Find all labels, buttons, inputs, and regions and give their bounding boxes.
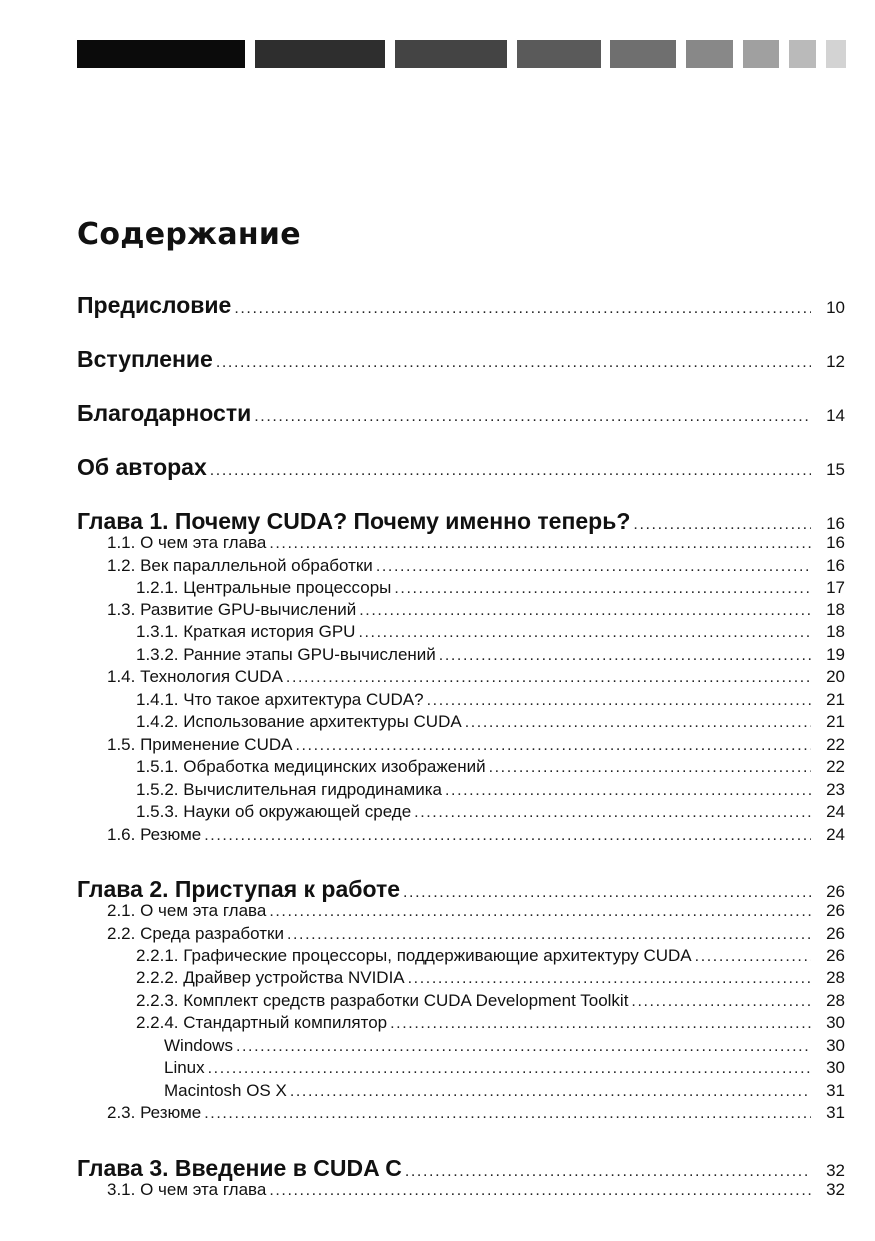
dot-leader xyxy=(445,783,811,799)
toc-entry-label: Linux xyxy=(164,1058,205,1077)
dot-leader xyxy=(465,715,811,731)
toc-entry-label: 1.1. О чем эта глава xyxy=(107,533,267,552)
toc-entry[interactable] xyxy=(0,946,875,966)
toc-entry-label: 1.5. Применение CUDA xyxy=(107,735,293,754)
dot-leader xyxy=(286,670,811,686)
dot-leader xyxy=(359,603,811,619)
toc-page-number: 17 xyxy=(826,578,845,597)
toc-entry-label: 1.2. Век параллельной обработки xyxy=(107,556,373,575)
toc-entry-label: 2.2. Среда разработки xyxy=(107,924,284,943)
toc-entry-label: Предисловие xyxy=(77,292,232,318)
toc-entry[interactable] xyxy=(0,1180,875,1200)
toc-entry[interactable] xyxy=(0,901,875,921)
toc-entry[interactable] xyxy=(0,600,875,620)
dot-leader xyxy=(403,885,811,901)
toc-entry-label: 3.1. О чем эта глава xyxy=(107,1180,267,1199)
toc-page-number: 16 xyxy=(826,533,845,552)
toc-page-number: 14 xyxy=(826,406,845,425)
dot-leader xyxy=(216,355,811,371)
dot-leader xyxy=(287,927,811,943)
header-bar xyxy=(610,40,676,68)
toc-page-number: 21 xyxy=(826,712,845,731)
dot-leader xyxy=(414,805,811,821)
page-title: Содержание xyxy=(77,217,301,252)
dot-leader xyxy=(236,1039,811,1055)
dot-leader xyxy=(234,301,811,317)
toc-entry-label: Глава 2. Приступая к работе xyxy=(77,876,400,902)
toc-entry-label: 2.2.3. Комплект средств разработки CUDA Development Toolkit xyxy=(136,991,629,1010)
toc-page-number: 24 xyxy=(826,825,845,844)
toc-page-number: 26 xyxy=(826,901,845,920)
toc-page-number: 18 xyxy=(826,622,845,641)
toc-entry-label: 1.4. Технология CUDA xyxy=(107,667,283,686)
dot-leader xyxy=(269,904,811,920)
dot-leader xyxy=(204,1106,811,1122)
header-bar xyxy=(743,40,779,68)
dot-leader xyxy=(489,760,811,776)
header-bar xyxy=(517,40,601,68)
dot-leader xyxy=(358,625,811,641)
toc-page-number: 30 xyxy=(826,1013,845,1032)
toc-page-number: 31 xyxy=(826,1103,845,1122)
toc-entry-label: 2.2.4. Стандартный компилятор xyxy=(136,1013,388,1032)
toc-entry-label: Глава 1. Почему CUDA? Почему именно теперь? xyxy=(77,508,631,534)
dot-leader xyxy=(295,738,811,754)
toc-entry[interactable] xyxy=(0,780,875,800)
toc-entry-label: 2.2.1. Графические процессоры, поддерживающие архитектуру CUDA xyxy=(136,946,692,965)
toc-entry-label: 1.4.1. Что такое архитектура CUDA? xyxy=(136,690,424,709)
toc-entry[interactable] xyxy=(0,533,875,553)
toc-entry-label: 1.3.2. Ранние этапы GPU-вычислений xyxy=(136,645,436,664)
toc-chapter-entry[interactable] xyxy=(0,876,875,903)
dot-leader xyxy=(269,536,811,552)
toc-entry[interactable] xyxy=(0,924,875,944)
toc-entry[interactable] xyxy=(0,1036,875,1056)
dot-leader xyxy=(427,693,811,709)
toc-page-number: 31 xyxy=(826,1081,845,1100)
toc-entry[interactable] xyxy=(0,667,875,687)
toc-page-number: 23 xyxy=(826,780,845,799)
toc-chapter-entry[interactable] xyxy=(0,1155,875,1182)
toc-chapter-entry[interactable] xyxy=(0,400,875,427)
dot-leader xyxy=(210,463,811,479)
toc-entry[interactable] xyxy=(0,757,875,777)
toc-entry-label: Macintosh OS X xyxy=(164,1081,287,1100)
header-bar xyxy=(255,40,385,68)
toc-entry-label: 1.5.3. Науки об окружающей среде xyxy=(136,802,412,821)
toc-entry-label: Об авторах xyxy=(77,454,207,480)
toc-entry[interactable] xyxy=(0,1058,875,1078)
toc-page-number: 10 xyxy=(826,298,845,317)
toc-page-number: 12 xyxy=(826,352,845,371)
toc-entry[interactable] xyxy=(0,1103,875,1123)
toc-page-number: 28 xyxy=(826,968,845,987)
toc-page-number: 22 xyxy=(826,735,845,754)
toc-page-number: 16 xyxy=(826,514,845,533)
toc-page-number: 32 xyxy=(826,1180,845,1199)
dot-leader xyxy=(394,581,811,597)
toc-page-number: 28 xyxy=(826,991,845,1010)
toc-chapter-entry[interactable] xyxy=(0,346,875,373)
dot-leader xyxy=(269,1183,811,1199)
toc-entry-label: 1.4.2. Использование архитектуры CUDA xyxy=(136,712,462,731)
toc-page-number: 24 xyxy=(826,802,845,821)
toc-chapter-entry[interactable] xyxy=(0,508,875,535)
toc-page-number: 16 xyxy=(826,556,845,575)
toc-entry-label: 1.6. Резюме xyxy=(107,825,202,844)
toc-entry[interactable] xyxy=(0,735,875,755)
dot-leader xyxy=(254,409,811,425)
dot-leader xyxy=(695,949,811,965)
toc-entry[interactable] xyxy=(0,645,875,665)
toc-entry-label: Благодарности xyxy=(77,400,252,426)
toc-entry-label: 1.3. Развитие GPU-вычислений xyxy=(107,600,357,619)
toc-entry[interactable] xyxy=(0,578,875,598)
header-bar xyxy=(686,40,733,68)
toc-entry[interactable] xyxy=(0,825,875,845)
toc-entry[interactable] xyxy=(0,802,875,822)
toc-page-number: 30 xyxy=(826,1058,845,1077)
dot-leader xyxy=(405,1164,811,1180)
toc-chapter-entry[interactable] xyxy=(0,292,875,319)
header-bar xyxy=(826,40,846,68)
header-bar xyxy=(789,40,816,68)
dot-leader xyxy=(204,828,811,844)
toc-entry-label: 2.3. Резюме xyxy=(107,1103,202,1122)
toc-page-number: 26 xyxy=(826,946,845,965)
toc-page-number: 32 xyxy=(826,1161,845,1180)
dot-leader xyxy=(439,648,811,664)
toc-entry[interactable] xyxy=(0,690,875,710)
toc-entry[interactable] xyxy=(0,991,875,1011)
toc-entry-label: 1.3.1. Краткая история GPU xyxy=(136,622,356,641)
toc-entry-label: 1.2.1. Центральные процессоры xyxy=(136,578,392,597)
toc-entry[interactable] xyxy=(0,1081,875,1101)
toc-chapter-entry[interactable] xyxy=(0,454,875,481)
dot-leader xyxy=(631,994,811,1010)
toc-entry-label: Глава 3. Введение в CUDA C xyxy=(77,1155,402,1181)
dot-leader xyxy=(390,1016,811,1032)
toc-entry-label: 1.5.1. Обработка медицинских изображений xyxy=(136,757,486,776)
toc-page-number: 21 xyxy=(826,690,845,709)
toc-entry[interactable] xyxy=(0,622,875,642)
toc-page-number: 26 xyxy=(826,924,845,943)
dot-leader xyxy=(290,1084,811,1100)
header-bar xyxy=(395,40,507,68)
toc-entry[interactable] xyxy=(0,1013,875,1033)
toc-entry-label: Windows xyxy=(164,1036,233,1055)
dot-leader xyxy=(376,559,811,575)
toc-page-number: 20 xyxy=(826,667,845,686)
toc-entry[interactable] xyxy=(0,968,875,988)
toc-entry-label: Вступление xyxy=(77,346,213,372)
toc-page-number: 15 xyxy=(826,460,845,479)
dot-leader xyxy=(408,971,811,987)
toc-entry[interactable] xyxy=(0,712,875,732)
toc-entry-label: 1.5.2. Вычислительная гидродинамика xyxy=(136,780,442,799)
toc-page-number: 26 xyxy=(826,882,845,901)
toc-entry-label: 2.1. О чем эта глава xyxy=(107,901,267,920)
toc-page-number: 30 xyxy=(826,1036,845,1055)
header-bar xyxy=(77,40,245,68)
toc-page-number: 22 xyxy=(826,757,845,776)
toc-entry-label: 2.2.2. Драйвер устройства NVIDIA xyxy=(136,968,405,987)
toc-entry[interactable] xyxy=(0,556,875,576)
dot-leader xyxy=(633,517,811,533)
toc-page-number: 18 xyxy=(826,600,845,619)
dot-leader xyxy=(208,1061,811,1077)
toc-page-number: 19 xyxy=(826,645,845,664)
